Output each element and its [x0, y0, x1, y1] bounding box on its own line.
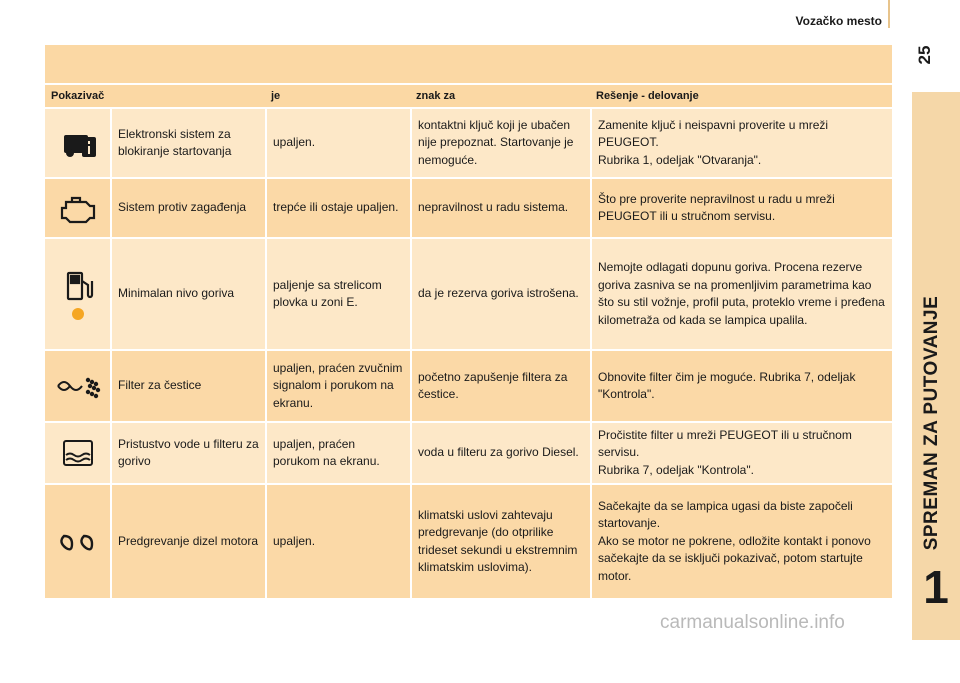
indicator-meaning: da je rezerva goriva istrošena. [410, 239, 590, 349]
indicator-action: Nemojte odlagati dopunu goriva. Procena rezerve goriva zasniva se na promenljivim parametrima kao što su stil vožnje, profil puta, proteklo vreme i pređena kilometraža od kada se lampica upalila. [590, 239, 892, 349]
glow-plug-icon [45, 485, 110, 598]
particle-filter-icon [45, 351, 110, 421]
column-header-action: Rešenje - delovanje [596, 90, 699, 102]
chapter-title: SPREMAN ZA PUTOVANJE [921, 295, 942, 551]
warning-lights-table [45, 45, 892, 590]
indicator-meaning: klimatski uslovi zahtevaju predgrevanje (do otprilike trideset sekundi u ekstremnim klimatskim uslovima). [410, 485, 590, 598]
table-row [45, 179, 892, 239]
watermark: carmanualsonline.info [660, 612, 845, 633]
indicator-state: upaljen. [265, 109, 410, 177]
indicator-state: upaljen. [265, 485, 410, 598]
engine-icon [45, 179, 110, 237]
indicator-action: Sačekajte da se lampica ugasi da biste započeli startovanje. Ako se motor ne pokrene, odložite kontakt i ponovo sačekajte da se isključi pokazivač, potom startujte motor. [590, 485, 892, 598]
column-header-meaning: znak za [416, 90, 456, 102]
table-row [45, 485, 892, 600]
indicator-action: Pročistite filter u mreži PEUGEOT ili u stručnom servisu. Rubrika 7, odeljak "Kontrola". [590, 423, 892, 483]
table-row [45, 109, 892, 179]
indicator-state: upaljen, praćen porukom na ekranu. [265, 423, 410, 483]
column-header-state: je [271, 90, 281, 102]
indicator-meaning: voda u filteru za gorivo Diesel. [410, 423, 590, 483]
table-row [45, 239, 892, 351]
table-top-band [45, 45, 892, 83]
table-row [45, 423, 892, 485]
indicator-meaning: kontaktni ključ koji je ubačen nije prepoznat. Startovanje je nemoguće. [410, 109, 590, 177]
indicator-action: Zamenite ključ i neispavni proverite u mreži PEUGEOT. Rubrika 1, odeljak "Otvaranja". [590, 109, 892, 177]
section-title: Vozačko mesto [795, 14, 882, 28]
indicator-state: trepće ili ostaje upaljen. [265, 179, 410, 237]
indicator-name: Elektronski sistem za blokiranje startovanja [110, 109, 265, 177]
indicator-name: Filter za čestice [110, 351, 265, 421]
indicator-name: Predgrevanje dizel motora [110, 485, 265, 598]
table-header [45, 83, 892, 109]
indicator-name: Pristustvo vode u filteru za gorivo [110, 423, 265, 483]
indicator-name: Sistem protiv zagađenja [110, 179, 265, 237]
indicator-state: upaljen, praćen zvučnim signalom i porukom na ekranu. [265, 351, 410, 421]
indicator-meaning: početno zapušenje filtera za čestice. [410, 351, 590, 421]
table-row [45, 351, 892, 423]
page-number: 25 [915, 45, 934, 65]
indicator-action: Što pre proverite nepravilnost u radu u mreži PEUGEOT ili u stručnom servisu. [590, 179, 892, 237]
water-in-fuel-icon [45, 423, 110, 483]
column-header-indicator: Pokazivač [51, 90, 105, 102]
indicator-meaning: nepravilnost u radu sistema. [410, 179, 590, 237]
key-lock-warning-icon [45, 109, 110, 177]
chapter-number: 1 [923, 561, 949, 613]
indicator-action: Obnovite filter čim je moguće. Rubrika 7, odeljak "Kontrola". [590, 351, 892, 421]
header-divider [888, 0, 890, 28]
indicator-state: paljenje sa strelicom plovka u zoni E. [265, 239, 410, 349]
fuel-pump-icon [45, 239, 110, 349]
indicator-name: Minimalan nivo goriva [110, 239, 265, 349]
orange-dot-icon [71, 307, 85, 321]
